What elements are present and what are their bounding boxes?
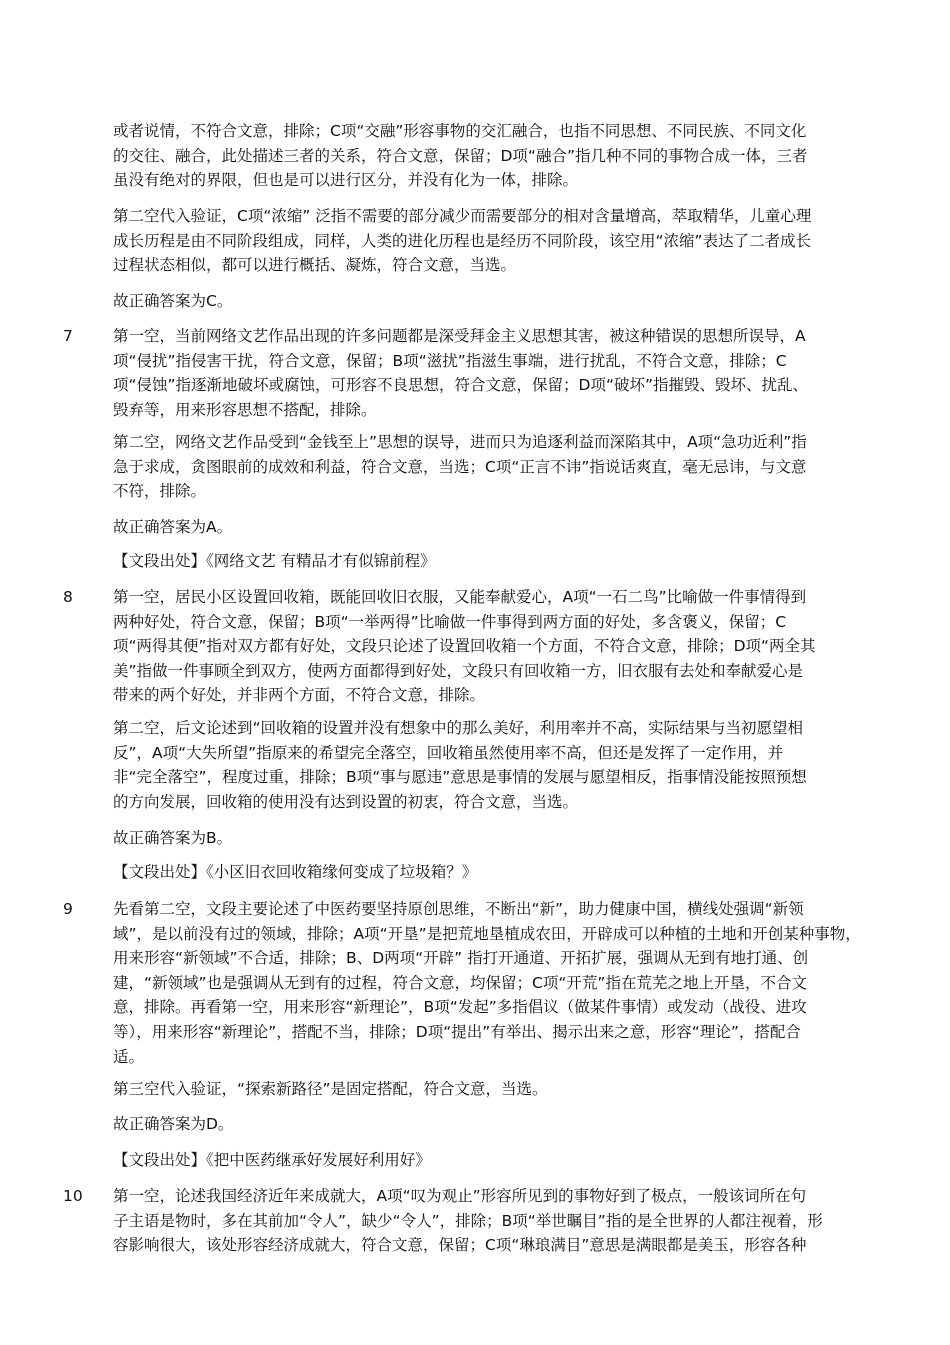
- question-number-9: 9: [63, 900, 73, 918]
- paragraph-8-source: 【文段出处】《小区旧衣回收箱缘何变成了垃圾箱？》: [113, 863, 478, 881]
- question-number-8: 8: [63, 588, 73, 606]
- paragraph-9-answer: 故正确答案为D。: [113, 1115, 234, 1133]
- paragraph-8-answer: 故正确答案为B。: [113, 829, 233, 847]
- paragraph-10-first-blank: 第一空，论述我国经济近年来成就大，A项“叹为观止”形容所见到的事物好到了极点，一般该词所在句 子主语是物时，多在其前加“令人”，缺少“令人”，排除；B项“举世瞩目”指的是全世界的人都注视着，形 容影响很大，该处形容经济成就大，符合文意，保留；C项“琳琅满目”意思是满眼都是美玉，形容各种: [113, 1187, 823, 1255]
- paragraph-7-source: 【文段出处】《网络文艺 有精品才有似锦前程》: [113, 552, 436, 570]
- paragraph-7-first-blank: 第一空，当前网络文艺作品出现的许多问题都是深受拜金主义思想其害，被这种错误的思想所误导，A 项“侵扰”指侵害干扰，符合文意，保留；B项“滋扰”指滋生事端，进行扰乱，不符合文意，排除；C 项“侵蚀”指逐渐地破坏或腐蚀，可形容不良思想，符合文意，保留；D项“破坏”指摧毁、毁坏、扰乱、 毁弃等，用来形容思想不搭配，排除。: [113, 327, 809, 419]
- paragraph-9-analysis: 先看第二空，文段主要论述了中医药要坚持原创思维，不断出“新”，助力健康中国，横线处强调“新领 域”，是以前没有过的领域，排除；A项“开垦”是把荒地垦植成农田，开辟成可以种植的土地和开创某种事物， 用来形容“新领域”不合适，排除；B、D两项“开辟” 指打开通道、开拓扩展，强调从无到有地打通、创 建，“新领域”也是强调从无到有的过程，符合文意，均保留；C项“开荒”指在荒芜之地上开垦，不合文 意，排除。再看第一空，用来形容“新理论”，B项“发起”多指倡议（做某件事情）或发动（战役、进攻 等），用来形容“新理论”，搭配不当，排除；D项“提出”有举出、揭示出来之意，形容“理论”，搭配合 适。: [113, 900, 861, 1066]
- question-number-7: 7: [63, 327, 73, 345]
- paragraph-8-second-blank: 第二空，后文论述到“回收箱的设置并没有想象中的那么美好，利用率并不高，实际结果与当初愿望相 反”，A项“大失所望”指原来的希望完全落空，回收箱虽然使用率不高，但还是发挥了一定作用，并 非“完全落空”，程度过重，排除；B项“事与愿违”意思是事情的发展与愿望相反，指事情没能按照预想 的方向发展，回收箱的使用没有达到设置的初衷，符合文意，当选。: [113, 719, 807, 811]
- paragraph-8-first-blank: 第一空，居民小区设置回收箱，既能回收旧衣服，又能奉献爱心，A项“一石二鸟”比喻做一件事情得到 两种好处，符合文意，保留；B项“一举两得”比喻做一件事得到两方面的好处，多含褒义，保留；C 项“两得其便”指对双方都有好处，文段只论述了设置回收箱一个方面，不符合文意，排除；D项“两全其 美”指做一件事顾全到双方，使两方面都得到好处，文段只有回收箱一方，旧衣服有去处和奉献爱心是 带来的两个好处，并非两个方面，不符合文意，排除。: [113, 588, 816, 705]
- paragraph-7-second-blank: 第二空，网络文艺作品受到“金钱至上”思想的误导，进而只为追逐利益而深陷其中，A项“急功近利”指 急于求成，贪图眼前的成效和利益，符合文意，当选；C项“正言不讳”指说话爽直，毫无忌讳，与文意 不符，排除。: [113, 433, 807, 501]
- paragraph-6-answer: 故正确答案为C。: [113, 292, 233, 310]
- question-number-10: 10: [63, 1187, 83, 1205]
- paragraph-9-third-blank: 第三空代入验证，“探索新路径”是固定搭配，符合文意，当选。: [113, 1080, 548, 1098]
- paragraph-6-continuation: 或者说情，不符合文意，排除；C项“交融”形容事物的交汇融合，也指不同思想、不同民族、不同文化 的交往、融合，此处描述三者的关系，符合文意，保留；D项“融合”指几种不同的事物合成一体，三者 虽没有绝对的界限，但也是可以进行区分，并没有化为一体，排除。: [113, 122, 808, 190]
- paragraph-7-answer: 故正确答案为A。: [113, 518, 233, 536]
- paragraph-6-second-blank: 第二空代入验证，C项“浓缩” 泛指不需要的部分减少而需要部分的相对含量增高，萃取精华，儿童心理 成长历程是由不同阶段组成，同样，人类的进化历程也是经历不同阶段，该空用“浓缩”表达了二者成长 过程状态相似，都可以进行概括、凝炼，符合文意，当选。: [113, 207, 812, 275]
- paragraph-9-source: 【文段出处】《把中医药继承好发展好利用好》: [113, 1151, 431, 1169]
